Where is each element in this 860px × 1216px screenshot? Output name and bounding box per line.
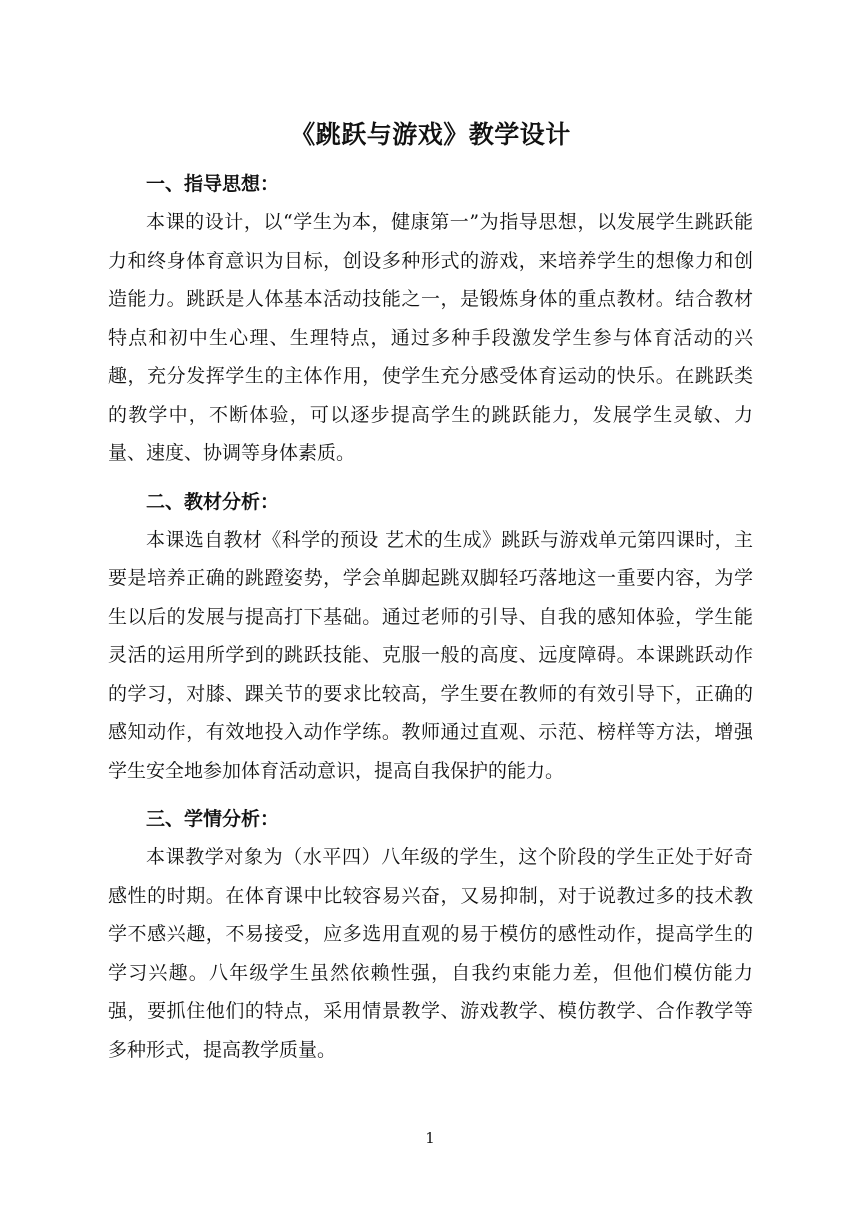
section-student-analysis: [108, 800, 753, 1069]
section-heading-student-analysis: 三、学情分析：: [146, 808, 280, 830]
section-teaching-material-analysis: [108, 483, 753, 791]
section-guiding-ideology: [108, 165, 753, 473]
section-heading-guiding-ideology: 一、指导思想：: [146, 173, 280, 195]
document-title: 《跳跃与游戏》教学设计: [290, 120, 571, 149]
section-paragraph-student-analysis: 本课教学对象为（水平四）八年级的学生，这个阶段的学生正处于好奇感性的时期。在体育课中比较容易兴奋，又易抑制，对于说教过多的技术教学不感兴趣，不易接受，应多选用直观的易于模仿的感性动作，提高学生的学习兴趣。八年级学生虽然依赖性强，自我约束能力差，但他们模仿能力强，要抓住他们的特点，采用情景教学、游戏教学、模仿教学、合作教学等多种形式，提高教学质量。: [108, 846, 753, 1061]
page-number: 1: [425, 1129, 435, 1147]
page-content: [108, 114, 753, 1069]
section-paragraph-guiding-ideology: 本课的设计，以“学生为本，健康第一”为指导思想，以发展学生跳跃能力和终身体育意识为目标，创设多种形式的游戏，来培养学生的想像力和创造能力。跳跃是人体基本活动技能之一，是锻炼身体的重点教材。结合教材特点和初中生心理、生理特点，通过多种手段激发学生参与体育活动的兴趣，充分发挥学生的主体作用，使学生充分感受体育运动的快乐。在跳跃类的教学中，不断体验，可以逐步提高学生的跳跃能力，发展学生灵敏、力量、速度、协调等身体素质。: [108, 211, 753, 464]
section-heading-teaching-material-analysis: 二、教材分析：: [146, 490, 280, 513]
section-paragraph-teaching-material-analysis: 本课选自教材《科学的预设 艺术的生成》跳跃与游戏单元第四课时，主要是培养正确的跳蹬姿势，学会单脚起跳双脚轻巧落地这一重要内容，为学生以后的发展与提高打下基础。通过老师的引导、自我的感知体验，学生能灵活的运用所学到的跳跃技能、克服一般的高度、远度障碍。本课跳跃动作的学习，对膝、踝关节的要求比较高，学生要在教师的有效引导下，正确的感知动作，有效地投入动作学练。教师通过直观、示范、榜样等方法，增强学生安全地参加体育活动意识，提高自我保护的能力。: [108, 528, 753, 782]
